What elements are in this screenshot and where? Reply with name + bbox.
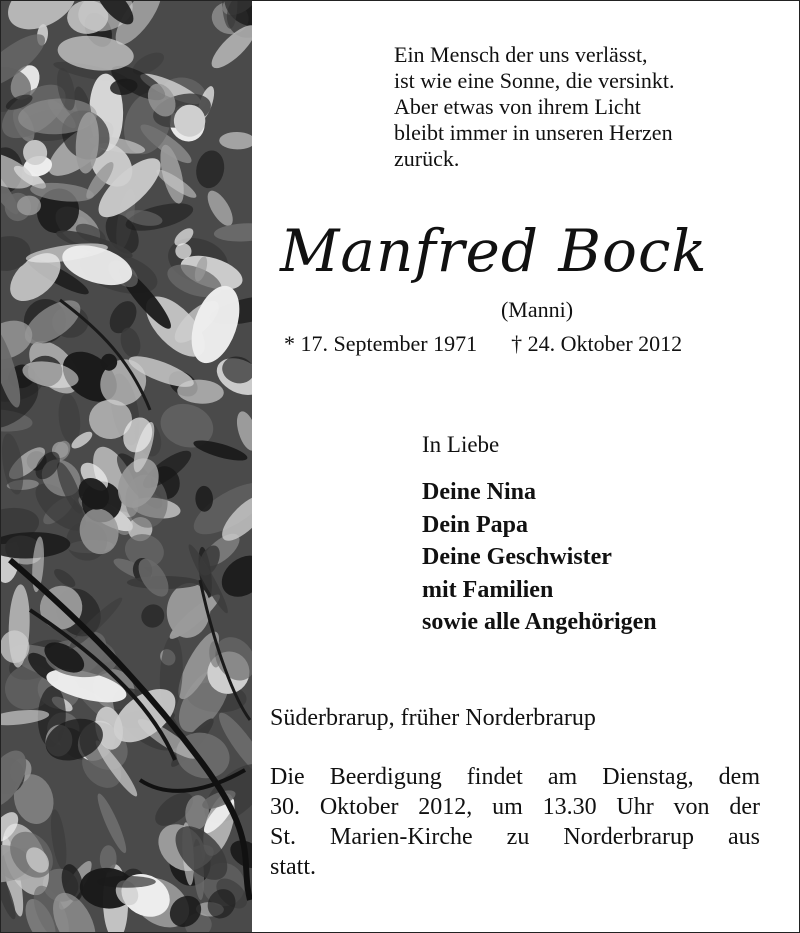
- mourner-name: Dein Papa: [422, 511, 529, 538]
- death-date: † 24. Oktober 2012: [511, 331, 683, 356]
- obituary-notice: [252, 0, 800, 933]
- poem-line: zurück.: [394, 146, 460, 171]
- memorial-poem: [394, 42, 674, 172]
- mourner-name: Deine Geschwister: [422, 544, 612, 570]
- funeral-line: 30. Oktober 2012, um 13.30 Uhr von der: [270, 794, 760, 820]
- life-dates: [284, 331, 682, 357]
- funeral-line: statt.: [270, 854, 316, 880]
- mourner-name: sowie alle Angehörigen: [422, 609, 657, 635]
- funeral-details: [270, 762, 760, 882]
- birth-date: * 17. September 1971: [284, 331, 478, 356]
- deceased-nickname: (Manni): [500, 297, 574, 322]
- mourner-name: Deine Nina: [422, 479, 536, 505]
- mourners-list: [422, 476, 657, 639]
- funeral-line: Die Beerdigung findet am Dienstag, dem: [270, 764, 760, 790]
- poem-line: ist wie eine Sonne, die versinkt.: [394, 68, 675, 93]
- funeral-line: St. Marien-Kirche zu Norderbrarup aus: [270, 824, 760, 850]
- mourners-intro: In Liebe: [422, 432, 500, 457]
- poem-line: bleibt immer in unseren Herzen: [394, 120, 673, 145]
- residence-place: Süderbrarup, früher Norderbrarup: [270, 705, 596, 731]
- mourner-name: mit Familien: [422, 576, 554, 603]
- poem-line: Ein Mensch der uns verlässt,: [394, 42, 648, 67]
- poem-line: Aber etwas von ihrem Licht: [394, 94, 641, 119]
- deceased-name: Manfred Bock: [280, 217, 708, 285]
